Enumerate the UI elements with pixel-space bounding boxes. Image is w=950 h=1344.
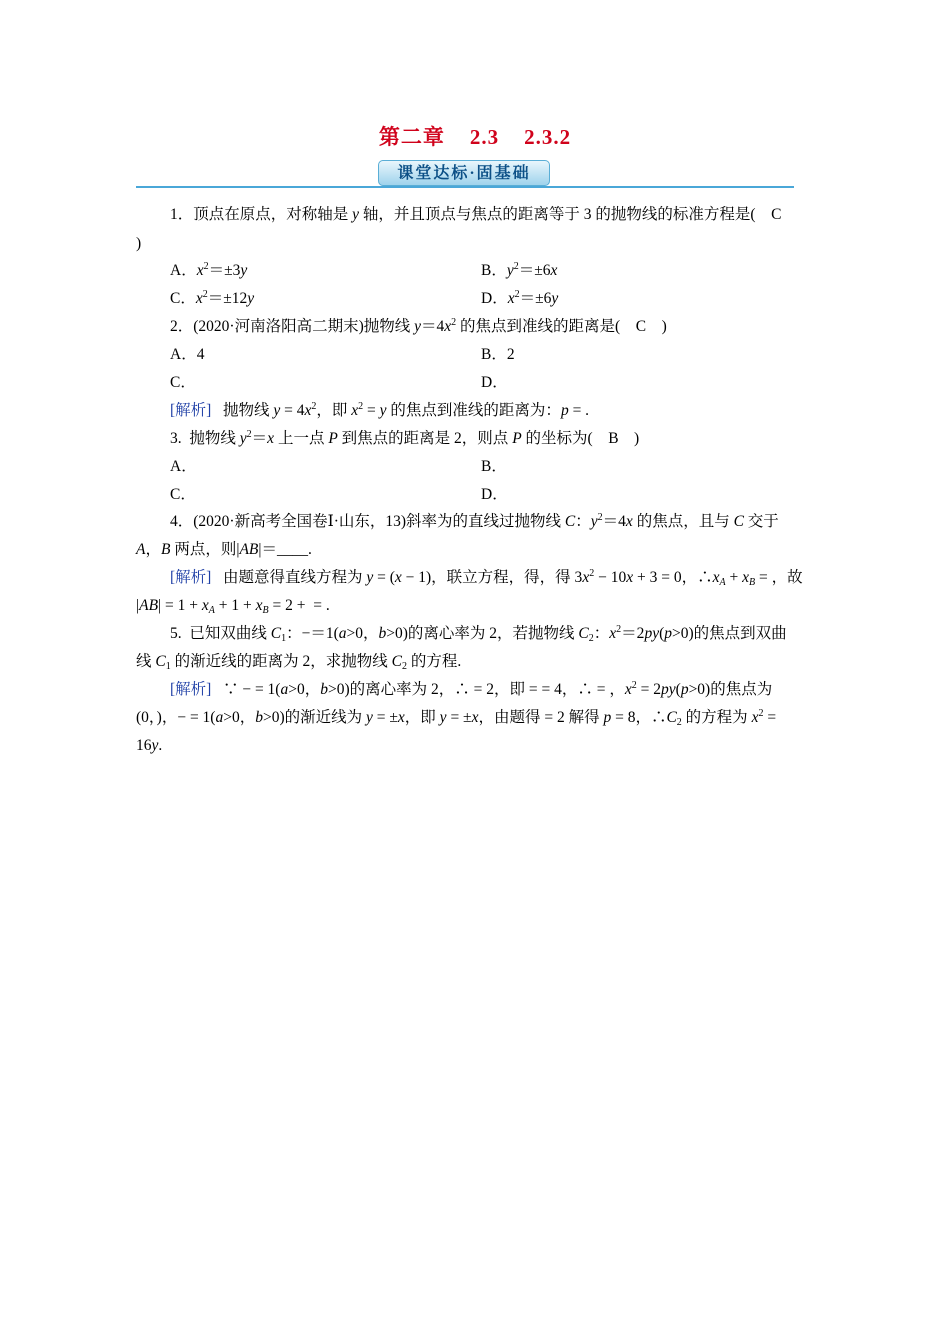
- option-b: B．: [481, 458, 507, 475]
- question-5-analysis-line-1: [解析] ∵ − = 1(a>0，b>0)的离心率为 2，∴ = 2，即 = = 4，∴ = ，$x^2 = 2py(p>0)$的焦点为: [170, 680, 773, 698]
- analysis-label: [解析]: [170, 681, 212, 698]
- question-1-answer: C: [771, 206, 782, 223]
- option-c: C．: [170, 486, 196, 503]
- option-b: B．2: [481, 346, 515, 363]
- question-5-stem-line-1: 5. 已知双曲线 $C_1$：−＝1(a>0，b>0)的离心率为 2，若抛物线 $C_2$：$x^2=2py(p>0)$的焦点到双曲: [170, 624, 787, 644]
- question-1-options-row-1: [170, 261, 850, 281]
- analysis-label: [解析]: [170, 402, 212, 419]
- question-3-answer: B: [608, 430, 619, 447]
- option-a: A．: [170, 458, 197, 475]
- question-4-analysis-line-1: [解析] 由题意得直线方程为 y = (x − 1)，联立方程，得，得 $3x^2 - 10x + 3 = 0$，$\therefore x_A + x_B$ = ，故: [170, 568, 803, 588]
- option-d: D．: [481, 486, 508, 503]
- question-5-stem-line-2: 线 $C_1$ 的渐近线的距离为 2，求抛物线 $C_2$ 的方程.: [136, 653, 462, 672]
- subsection-label: 2.3.2: [524, 125, 572, 149]
- option-a: A．4: [170, 346, 205, 363]
- question-1-tail: ): [136, 235, 142, 252]
- option-d: D．: [481, 374, 508, 391]
- question-2-options-row-1: [170, 345, 850, 365]
- question-4-stem-line-2: A，B 两点，则|AB|＝____.: [136, 541, 312, 558]
- option-c: C．$x^2=\pm 12y$: [170, 289, 255, 307]
- question-1-stem: 1．顶点在原点，对称轴是 y 轴，并且顶点与焦点的距离等于 3 的抛物线的标准方程是( C: [170, 206, 782, 223]
- question-2-options-row-2: [170, 373, 850, 393]
- option-b: B．$y^2=\pm 6x$: [481, 261, 558, 279]
- question-5-analysis-line-3: 16y.: [136, 737, 163, 754]
- chapter-label: 第二章: [378, 125, 445, 149]
- question-2-stem: 2．(2020·河南洛阳高二期末)抛物线 $y=4x^2$ 的焦点到准线的距离是( C ): [170, 317, 667, 335]
- option-a: A．$x^2=\pm 3y$: [170, 261, 248, 279]
- option-c: C．: [170, 374, 196, 391]
- question-5-analysis-line-2: (0，)，− = 1(a>0，b>0)的渐近线为 y = ±x，即 y = ±x，由题得 = 2 解得 p = 8，$\therefore C_2$ 的方程为 $x^2$ =: [136, 708, 777, 728]
- question-3-stem: 3. 抛物线 $y^2=x$ 上一点 P 到焦点的距离是 2，则点 P 的坐标为( B ): [170, 429, 640, 447]
- page-title: [0, 121, 950, 151]
- section-badge: 课堂达标·固基础: [378, 160, 550, 186]
- section-label: 2.3: [469, 125, 500, 149]
- option-d: D．$x^2=\pm 6y$: [481, 289, 559, 307]
- analysis-label: [解析]: [170, 569, 212, 586]
- question-2-analysis: [解析] 抛物线 $y = 4x^2$，即 $x^2 = y$ 的焦点到准线的距离为：p = .: [170, 401, 590, 419]
- question-4-stem-line-1: 4．(2020·新高考全国卷Ⅰ·山东，13)斜率为的直线过抛物线 C：$y^2=4x$ 的焦点，且与 C 交于: [170, 512, 779, 530]
- question-1-options-row-2: [170, 289, 850, 309]
- question-4-analysis-line-2: $|AB| = 1 + x_A + 1 + x_B = 2$ + = .: [136, 597, 330, 616]
- question-3-options-row-2: [170, 485, 850, 505]
- question-3-options-row-1: [170, 457, 850, 477]
- header-divider: [136, 186, 794, 188]
- question-2-answer: C: [635, 318, 647, 335]
